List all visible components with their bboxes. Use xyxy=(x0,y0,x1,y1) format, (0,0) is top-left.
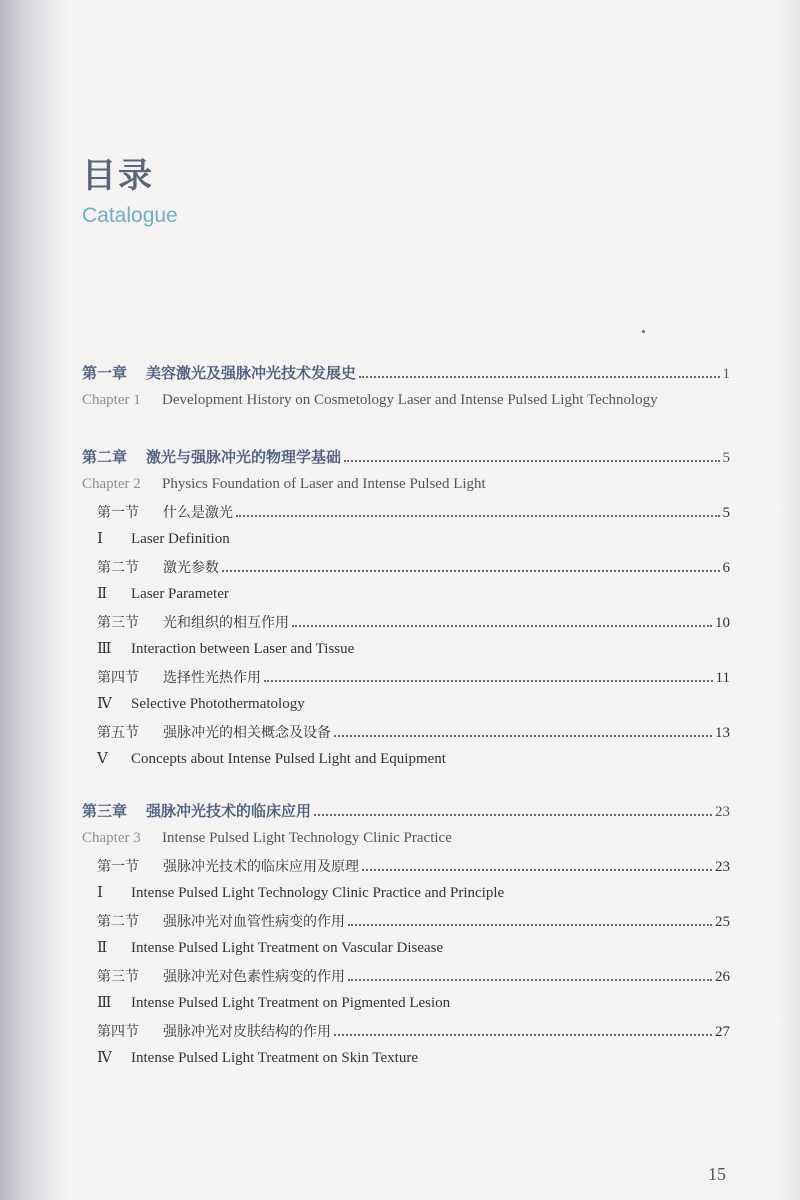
section-row-cn xyxy=(97,1021,730,1041)
section-label-en: Ⅲ xyxy=(97,641,112,657)
toc-page-number: 25 xyxy=(715,914,730,930)
dot-leader xyxy=(334,1034,712,1036)
section-title-cn: 强脉冲光对血管性病变的作用 xyxy=(163,914,345,930)
section-label-cn: 第一节 xyxy=(97,859,139,875)
chapter-row-cn xyxy=(82,446,730,467)
section-label-en: Ⅴ xyxy=(97,751,108,767)
section-title-en: Laser Definition xyxy=(131,531,230,547)
section-row-en xyxy=(97,749,730,768)
dot-leader xyxy=(359,376,719,378)
section-label-cn: 第三节 xyxy=(97,615,139,631)
section-label-en: Ⅰ xyxy=(97,885,103,901)
dot-leader xyxy=(334,735,712,737)
section-row-en xyxy=(97,529,730,548)
dot-leader xyxy=(314,814,712,816)
section-title-cn: 激光参数 xyxy=(163,560,219,576)
dot-leader xyxy=(362,869,712,871)
section-title-cn: 什么是激光 xyxy=(163,505,233,521)
section-label-en: Ⅳ xyxy=(97,696,112,712)
toc-page-number: 6 xyxy=(722,560,730,576)
section-label-en: Ⅲ xyxy=(97,995,112,1011)
chapter-label-cn: 第一章 xyxy=(82,364,128,382)
chapter-label-cn: 第二章 xyxy=(82,448,128,466)
section-title-cn: 强脉冲光对皮肤结构的作用 xyxy=(163,1024,331,1040)
section-title-en: Laser Parameter xyxy=(131,586,229,602)
section-row-en xyxy=(97,993,730,1012)
section-label-cn: 第五节 xyxy=(97,725,139,741)
section-title-cn: 光和组织的相互作用 xyxy=(163,615,289,631)
toc-page-number: 10 xyxy=(715,615,730,631)
print-speck xyxy=(642,330,645,333)
section-label-cn: 第二节 xyxy=(97,560,139,576)
chapter-label-en: Chapter 3 xyxy=(82,830,141,846)
section-title-cn: 强脉冲光对色素性病变的作用 xyxy=(163,969,345,985)
section-title-en: Intense Pulsed Light Treatment on Pigmented Lesion xyxy=(131,995,451,1011)
section-label-cn: 第二节 xyxy=(97,914,139,930)
page-number: 15 xyxy=(708,1164,726,1184)
chapter-title-en: Intense Pulsed Light Technology Clinic Practice xyxy=(162,830,452,846)
section-label-en: Ⅱ xyxy=(97,940,108,956)
dot-leader xyxy=(236,515,720,517)
section-title-en: Selective Photothermatology xyxy=(131,696,305,712)
dot-leader xyxy=(344,460,719,462)
book-spine-shadow xyxy=(0,0,70,1200)
dot-leader xyxy=(222,570,720,572)
page-title: 目录 xyxy=(82,156,154,196)
dot-leader xyxy=(348,979,712,981)
section-title-cn: 强脉冲光的相关概念及设备 xyxy=(163,725,331,741)
chapter-label-cn: 第三章 xyxy=(82,802,128,820)
section-label-cn: 第四节 xyxy=(97,670,139,686)
section-label-en: Ⅱ xyxy=(97,586,108,602)
chapter-title-cn: 激光与强脉冲光的物理学基础 xyxy=(146,448,342,466)
chapter-row-en xyxy=(82,392,730,409)
chapter-title-cn: 美容激光及强脉冲光技术发展史 xyxy=(146,364,357,382)
chapter-title-en: Development History on Cosmetology Laser and Intense Pulsed Light Technology xyxy=(162,392,658,408)
section-row-en xyxy=(97,639,730,658)
toc-page-number: 5 xyxy=(722,450,730,466)
section-title-en: Concepts about Intense Pulsed Light and Equipment xyxy=(131,751,446,767)
section-row-cn xyxy=(97,722,730,742)
section-row-cn xyxy=(97,612,730,632)
section-row-cn xyxy=(97,667,730,687)
section-label-en: Ⅳ xyxy=(97,1050,112,1066)
section-row-en xyxy=(97,883,730,902)
dot-leader xyxy=(292,625,712,627)
dot-leader xyxy=(264,680,713,682)
section-title-en: Interaction between Laser and Tissue xyxy=(131,641,355,657)
section-row-en xyxy=(97,694,730,713)
section-row-cn xyxy=(97,557,730,577)
section-title-cn: 选择性光热作用 xyxy=(163,670,261,686)
chapter-label-en: Chapter 1 xyxy=(82,392,141,408)
section-row-cn xyxy=(97,911,730,931)
chapter-row-cn xyxy=(82,362,730,383)
section-label-en: Ⅰ xyxy=(97,531,103,547)
section-title-cn: 强脉冲光技术的临床应用及原理 xyxy=(163,859,359,875)
toc-page-number: 23 xyxy=(715,859,730,875)
toc-page-number: 26 xyxy=(715,969,730,985)
chapter-row-en xyxy=(82,476,730,493)
toc-page-number: 13 xyxy=(715,725,730,741)
dot-leader xyxy=(348,924,712,926)
section-row-en xyxy=(97,1048,730,1067)
section-title-en: Intense Pulsed Light Treatment on Skin Texture xyxy=(131,1050,418,1066)
section-row-en xyxy=(97,584,730,603)
chapter-label-en: Chapter 2 xyxy=(82,476,141,492)
toc-page-number: 27 xyxy=(715,1024,730,1040)
toc-page-number: 1 xyxy=(722,366,730,382)
section-label-cn: 第一节 xyxy=(97,505,139,521)
toc-page-number: 11 xyxy=(715,670,730,686)
chapter-row-cn xyxy=(82,800,730,821)
chapter-row-en xyxy=(82,830,730,847)
chapter-title-cn: 强脉冲光技术的临床应用 xyxy=(146,802,312,820)
section-row-cn xyxy=(97,502,730,522)
toc-page-number: 23 xyxy=(715,804,730,820)
chapter-title-en: Physics Foundation of Laser and Intense Pulsed Light xyxy=(162,476,486,492)
toc-page-number: 5 xyxy=(722,505,730,521)
section-label-cn: 第四节 xyxy=(97,1024,139,1040)
section-label-cn: 第三节 xyxy=(97,969,139,985)
section-row-cn xyxy=(97,966,730,986)
section-title-en: Intense Pulsed Light Treatment on Vascular Disease xyxy=(131,940,444,956)
section-title-en: Intense Pulsed Light Technology Clinic Practice and Principle xyxy=(131,885,505,901)
section-row-en xyxy=(97,938,730,957)
page-edge-shadow xyxy=(778,0,800,1200)
section-row-cn xyxy=(97,856,730,876)
page-subtitle: Catalogue xyxy=(82,204,178,227)
